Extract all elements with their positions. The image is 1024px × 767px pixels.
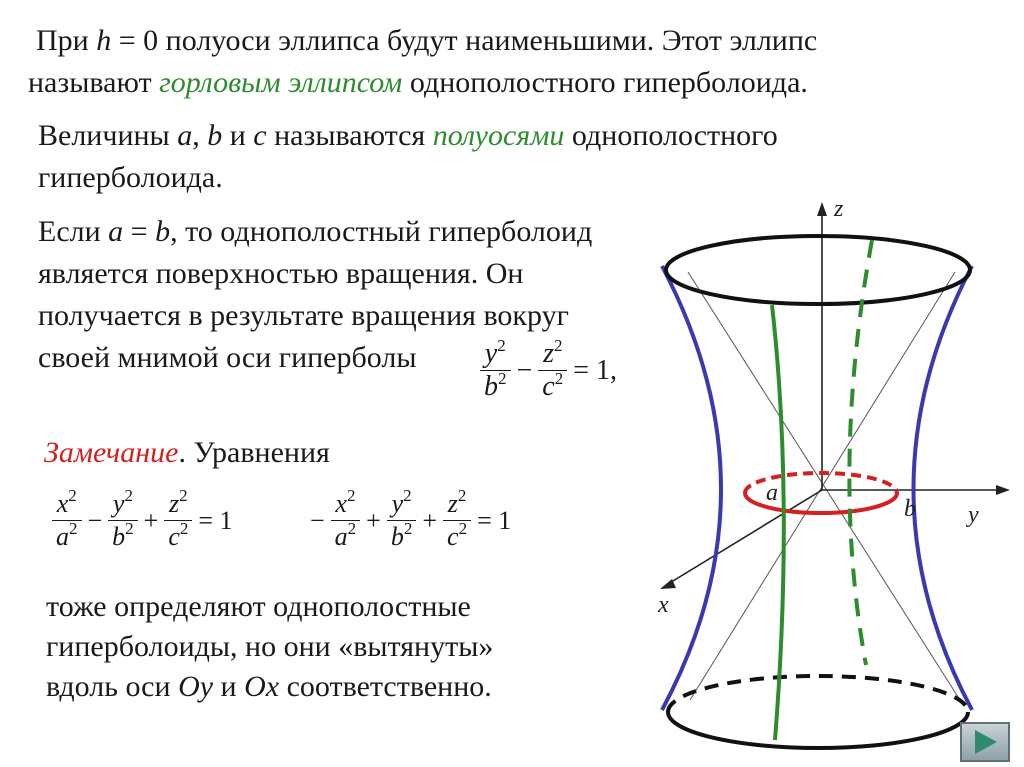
label-a: a [766,480,778,506]
equation-y-stretched: $\frac{x^2}{a^2}$ − $\frac{y^2}{b^2}$ + $\frac{z^2}{c^2}$ = 1 [50,488,237,553]
text-line: называют горловым эллипсом однополостного гиперболоида. [28,66,808,99]
axis-label-x: x [658,592,669,618]
text-line: Величины a, b и c называются полуосями однополостного [38,119,778,152]
text-line: гиперболоиды, но они «вытянуты» [46,630,494,663]
text-line: вдоль оси Oy и Ox соответственно. [46,670,492,703]
text-line: своей мнимой оси гиперболы [38,341,417,374]
right-hyperbola-branch [914,266,973,710]
axis-label-z: z [834,196,844,222]
text-line: тоже определяют однополостные [46,590,471,623]
equation-x-stretched: − $\frac{x^2}{a^2}$ + $\frac{y^2}{b^2}$ + $\frac{z^2}{c^2}$ = 1 [310,486,512,551]
text-line: При h = 0 полуоси эллипса будут наименьшими. Этот эллипс [36,24,818,57]
text-line: является поверхностью вращения. Он [38,257,524,290]
term-throat-ellipse: горловым эллипсом [159,66,403,99]
bottom-ellipse-back [668,676,968,712]
bottom-ellipse-front [668,712,968,748]
label-b: b [904,496,916,522]
top-ellipse [666,236,970,304]
remark-label: Замечание [44,436,179,469]
next-slide-arrow-icon [975,730,997,754]
text-line: Если a = b, то однополостный гиперболоид [38,215,593,248]
left-hyperbola-branch [662,266,721,710]
generator-lines [688,272,960,700]
green-generator-solid [772,305,784,740]
hyperbola-equation: $\frac{y^2}{b^2}$ − $\frac{z^2}{c^2}$ = 1, [478,338,621,403]
text-line: получается в результате вращения вокруг [38,299,569,332]
text-line: гиперболоида. [38,161,223,194]
term-semi-axes: полуосями [432,119,565,152]
hyperboloid-figure [640,190,1024,767]
next-slide-button[interactable] [960,722,1010,762]
axis-label-y: y [968,502,979,528]
